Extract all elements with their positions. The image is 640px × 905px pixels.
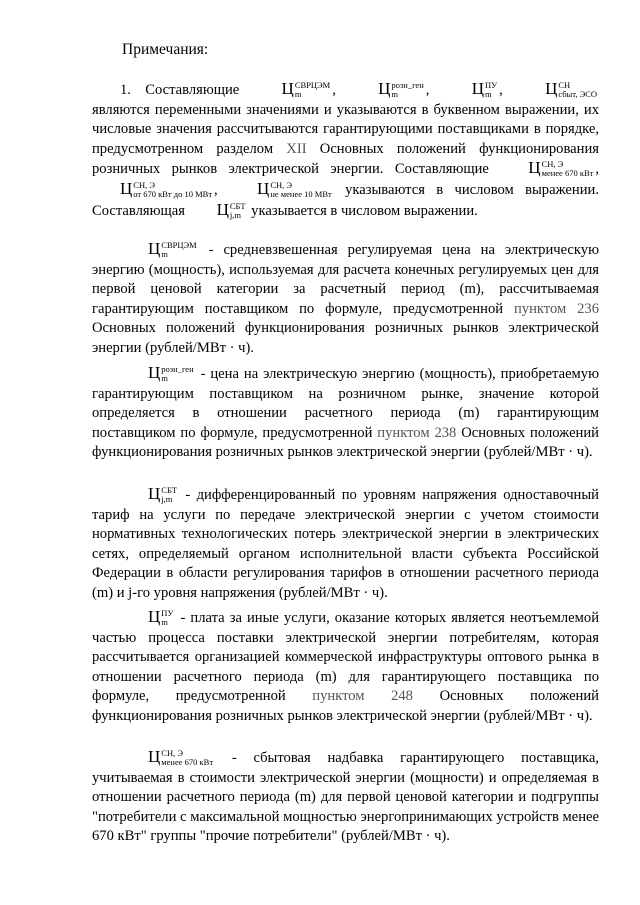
paragraph-236-link[interactable]: пунктом 236 bbox=[513, 300, 599, 317]
symbol-sn-10: Ц СН, Э не менее 10 МВт bbox=[257, 178, 332, 200]
symbol-svrcem: Ц СВРЦЭМ m bbox=[148, 239, 197, 260]
definition-text: - дифференцированный по уровням напряжения одноставочный тариф на услуги по передаче электрической энергии с учетом стоимости нормативных технологических потерь электрической энергии в электрических сетях, определяемый органом исполнительной власти субъекта Российской Федерации в области регулирования тарифов в отношении расчетного периода (m) и j-го уровня напряжения (рублей/МВт · ч). bbox=[92, 487, 599, 601]
symbol-sbyt-eso: Ц СН сбыт, ЭСО bbox=[545, 79, 598, 100]
definition-text: - плата за иные услуги, оказание которых является неотъемлемой частью процесса поставки электрической энергии потребителям, которая рассчитывается организацией коммерческой инфраструктуры оптового рынка в отношении расчетного периода (m) для гарантирующего поставщика по формуле, предусмотренной bbox=[92, 610, 600, 705]
section-link[interactable]: XII bbox=[286, 140, 307, 157]
symbol-sbt: Ц СБТ j,m bbox=[216, 199, 246, 220]
symbol-sn-670: Ц СН, Э менее 670 кВт bbox=[528, 158, 594, 179]
definition-text: Основных положений функционирования розничных рынков электрической энергии (рублей/МВт · ч). bbox=[92, 424, 599, 461]
symbol-sn-670-10: Ц СН, Э от 670 кВт до 10 МВт bbox=[120, 178, 213, 200]
symbol-rozn-gen: Ц розн_ген m bbox=[148, 363, 194, 384]
notes-heading: Примечания: bbox=[122, 41, 209, 58]
symbol-pu: Ц ПУ m bbox=[471, 79, 498, 100]
symbol-sbt: Ц СБТ j,m bbox=[148, 484, 177, 505]
definition-text: Основных положений функционирования розничных рынков электрической энергии (рублей/МВт · ч). bbox=[92, 320, 599, 356]
note-1-paragraph: 1. Составляющие Ц СВРЦЭМ m , Ц розн_ген m , Ц ПУ m , Ц СН сбыт, ЭСО являются переменными значениями и указываются в буквенном выражении, их числовые значения рассчитываются гарантирующими поставщиками в порядке, предусмотренном разделом XII Основных положений функционирования розничных рынков электрической энергии. Составляющие Ц СН, Э менее 670 кВт , Ц СН, Э от 670 кВт до 10 МВт , Ц СН, Э не менее 10 МВт указываются в числовом выражении. Составляющая Ц СБТ j,m указывается в числовом выражении. bbox=[92, 79, 599, 220]
symbol-sn-670: Ц СН, Э менее 670 кВт bbox=[148, 747, 214, 768]
definition-pu bbox=[92, 608, 599, 727]
symbol-pu: Ц ПУ m bbox=[148, 607, 174, 628]
definition-svrcem bbox=[92, 240, 599, 359]
definition-text: - средневзвешенная регулируемая цена на электрическую энергию (мощность), используемая для расчета конечных регулируемых цен для первой ценовой категории за расчетный период (m), рассчитываемая гарантирующим поставщиком по формуле, предусмотренной bbox=[92, 242, 599, 317]
note-number: 1. bbox=[120, 82, 131, 98]
note-text: указываются в числовом выражении. Составляющая bbox=[92, 181, 599, 219]
definition-rozn-gen bbox=[92, 364, 599, 463]
note-text: указывается в числовом выражении. bbox=[251, 202, 478, 219]
definition-text: - цена на электрическую энергию (мощность), приобретаемую гарантирующим поставщиком на розничном рынке, значение которой определяется в отношении расчетного периода (m) гарантирующим поставщиком по формуле, предусмотренной bbox=[92, 366, 599, 441]
note-text: являются переменными значениями и указываются в буквенном выражении, их числовые значения рассчитываются гарантирующими поставщиками в порядке, предусмотренном разделом bbox=[92, 101, 599, 157]
definition-sbt bbox=[92, 485, 599, 604]
definition-sn-670 bbox=[92, 748, 599, 847]
paragraph-238-link[interactable]: пунктом 238 bbox=[377, 424, 457, 441]
definition-text: - сбытовая надбавка гарантирующего поставщика, учитываемая в стоимости электрической энергии (мощности) и определяемая в отношении расчетного периода (m) для первой ценовой категории и подгруппы "потребители с максимальной мощностью энергопринимающих устройств менее 670 кВт" группы "прочие потребители" (рублей/МВт · ч). bbox=[92, 750, 599, 845]
definition-text: Основных положений функционирования розничных рынков электрической энергии (рублей/МВт · ч). bbox=[92, 688, 599, 724]
paragraph-248-link[interactable]: пунктом 248 bbox=[312, 688, 413, 705]
symbol-rozn-gen: Ц розн_ген m bbox=[378, 79, 424, 100]
note-text: Основных положений функционирования розничных рынков электрической энергии. Составляющие bbox=[92, 140, 599, 178]
symbol-svrcem: Ц СВРЦЭМ m bbox=[281, 79, 331, 100]
note-text: Составляющие bbox=[145, 82, 240, 98]
